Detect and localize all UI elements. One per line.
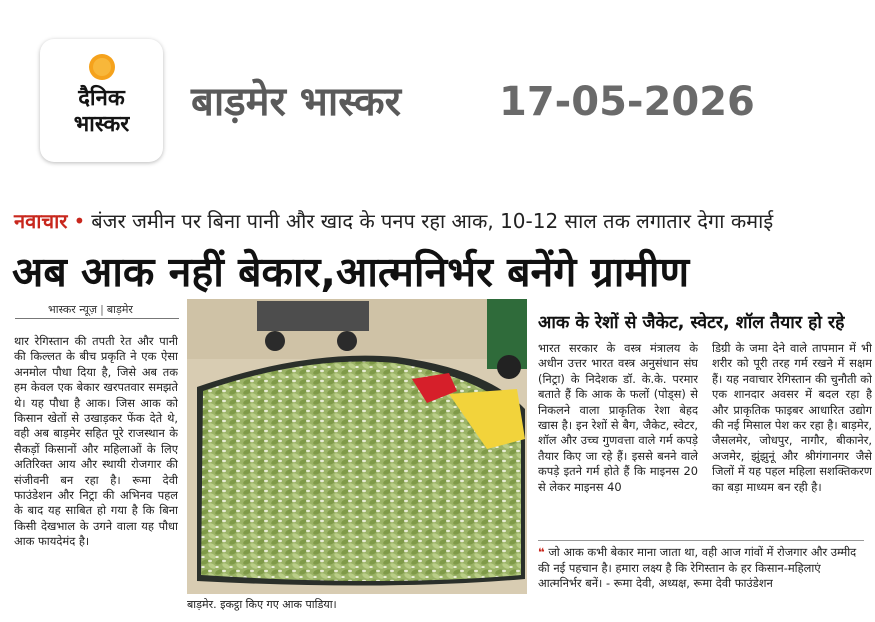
quote-divider — [538, 540, 864, 541]
body-text-right-col1: भारत सरकार के वस्त्र मंत्रालय के अधीन उत्तर भारत वस्त्र अनुसंधान संघ (निट्रा) के निदेशक डॉ. के.के. परमार बताते हैं कि आक के फलों (पोड्स) से निकलने वाला प्राकृतिक रेशा बेहद खास है। इन रेशों से बैग, जैकेट, स्वेटर, शॉल और उच्च गुणवत्ता वाले गर्म कपड़े तैयार किए जा रहे हैं। इससे बनने वाले कपड़े इतने गर्म होते हैं कि माइनस 20 से लेकर माइनस 40 — [538, 341, 698, 494]
body-text-right-col2: डिग्री के जमा देने वाले तापमान में भी शरीर को पूरी तरह गर्म रखने में सक्षम हैं। यह नवाचार रेगिस्तान की चुनौती को एक शानदार अवसर में बदल रहा है और प्राकृतिक फाइबर आधारित उद्योग की नई मिसाल पेश कर रहा है। बाड़मेर, जैसलमेर, जोधपुर, नागौर, बीकानेर, अजमेर, झुंझुनूं और श्रीगंगानगर जैसे जिलों में यह पहल महिला सशक्तिकरण का बड़ा माध्यम बन रही है। — [712, 341, 872, 494]
body-text-left: थार रेगिस्तान की तपती रेत और पानी की किल्लत के बीच प्रकृति ने एक ऐसा अनमोल पौधा दिया है, जिसे अब तक हम केवल एक बेकार खरपतवार समझते थे। यह पौधा है आक। जिस आक को किसान खेतों से उखाड़कर फेंक देते थे, वही अब बाड़मेर सहित पूरे राजस्थान के सैकड़ों किसानों और महिलाओं के लिए अतिरिक्त आय और स्थायी रोजगार की संजीवनी बन रहा है। रूमा देवी फाउंडेशन और निट्रा की अभिनव पहल के बाद यह साबित हो गया है कि बिना किसी देखभाल के उगने वाला यह पौधा आक फायदेमंद है। — [14, 334, 178, 549]
sub-headline: आक के रेशों से जैकेट, स्वेटर, शॉल तैयार हो रहे — [538, 313, 845, 333]
logo-text-line1: दैनिक — [78, 86, 125, 111]
headline: अब आक नहीं बेकार,आत्मनिर्भर बनेंगे ग्रामीण — [12, 248, 690, 296]
sun-icon — [88, 53, 116, 81]
byline-separator: | — [100, 303, 104, 316]
edition-title: बाड़मेर भास्कर — [191, 79, 401, 125]
kicker-line — [14, 206, 773, 236]
kicker-text: बंजर जमीन पर बिना पानी और खाद के पनप रहा आक, 10-12 साल तक लगातार देगा कमाई — [91, 209, 774, 233]
byline-source: भास्कर न्यूज़ — [48, 303, 98, 316]
logo-text-line2: भास्कर — [73, 112, 130, 137]
quote-block — [538, 545, 864, 592]
tractor-trailer — [257, 301, 369, 331]
quote-text: जो आक कभी बेकार माना जाता था, वही आज गांवों में रोजगार और उम्मीद की नई पहचान है। हमारा लक्ष्य है कि रेगिस्तान के हर किसान-महिलाएं आत्मनिर्भर बनें। - रूमा देवी, अध्यक्ष, रूमा देवी फाउंडेशन — [538, 545, 857, 591]
edition-date: 17-05-2026 — [499, 79, 755, 125]
kicker-bullet: • — [73, 209, 86, 233]
dainik-bhaskar-logo — [40, 39, 163, 162]
byline — [48, 302, 133, 317]
news-photo — [187, 299, 527, 594]
byline-place: बाड़मेर — [106, 303, 133, 316]
column-divider — [15, 318, 179, 319]
photo-caption: बाड़मेर. इकट्ठा किए गए आक पाडिया। — [187, 598, 337, 611]
quote-mark-icon: ❝ — [538, 545, 545, 559]
kicker-label: नवाचार — [14, 209, 68, 233]
